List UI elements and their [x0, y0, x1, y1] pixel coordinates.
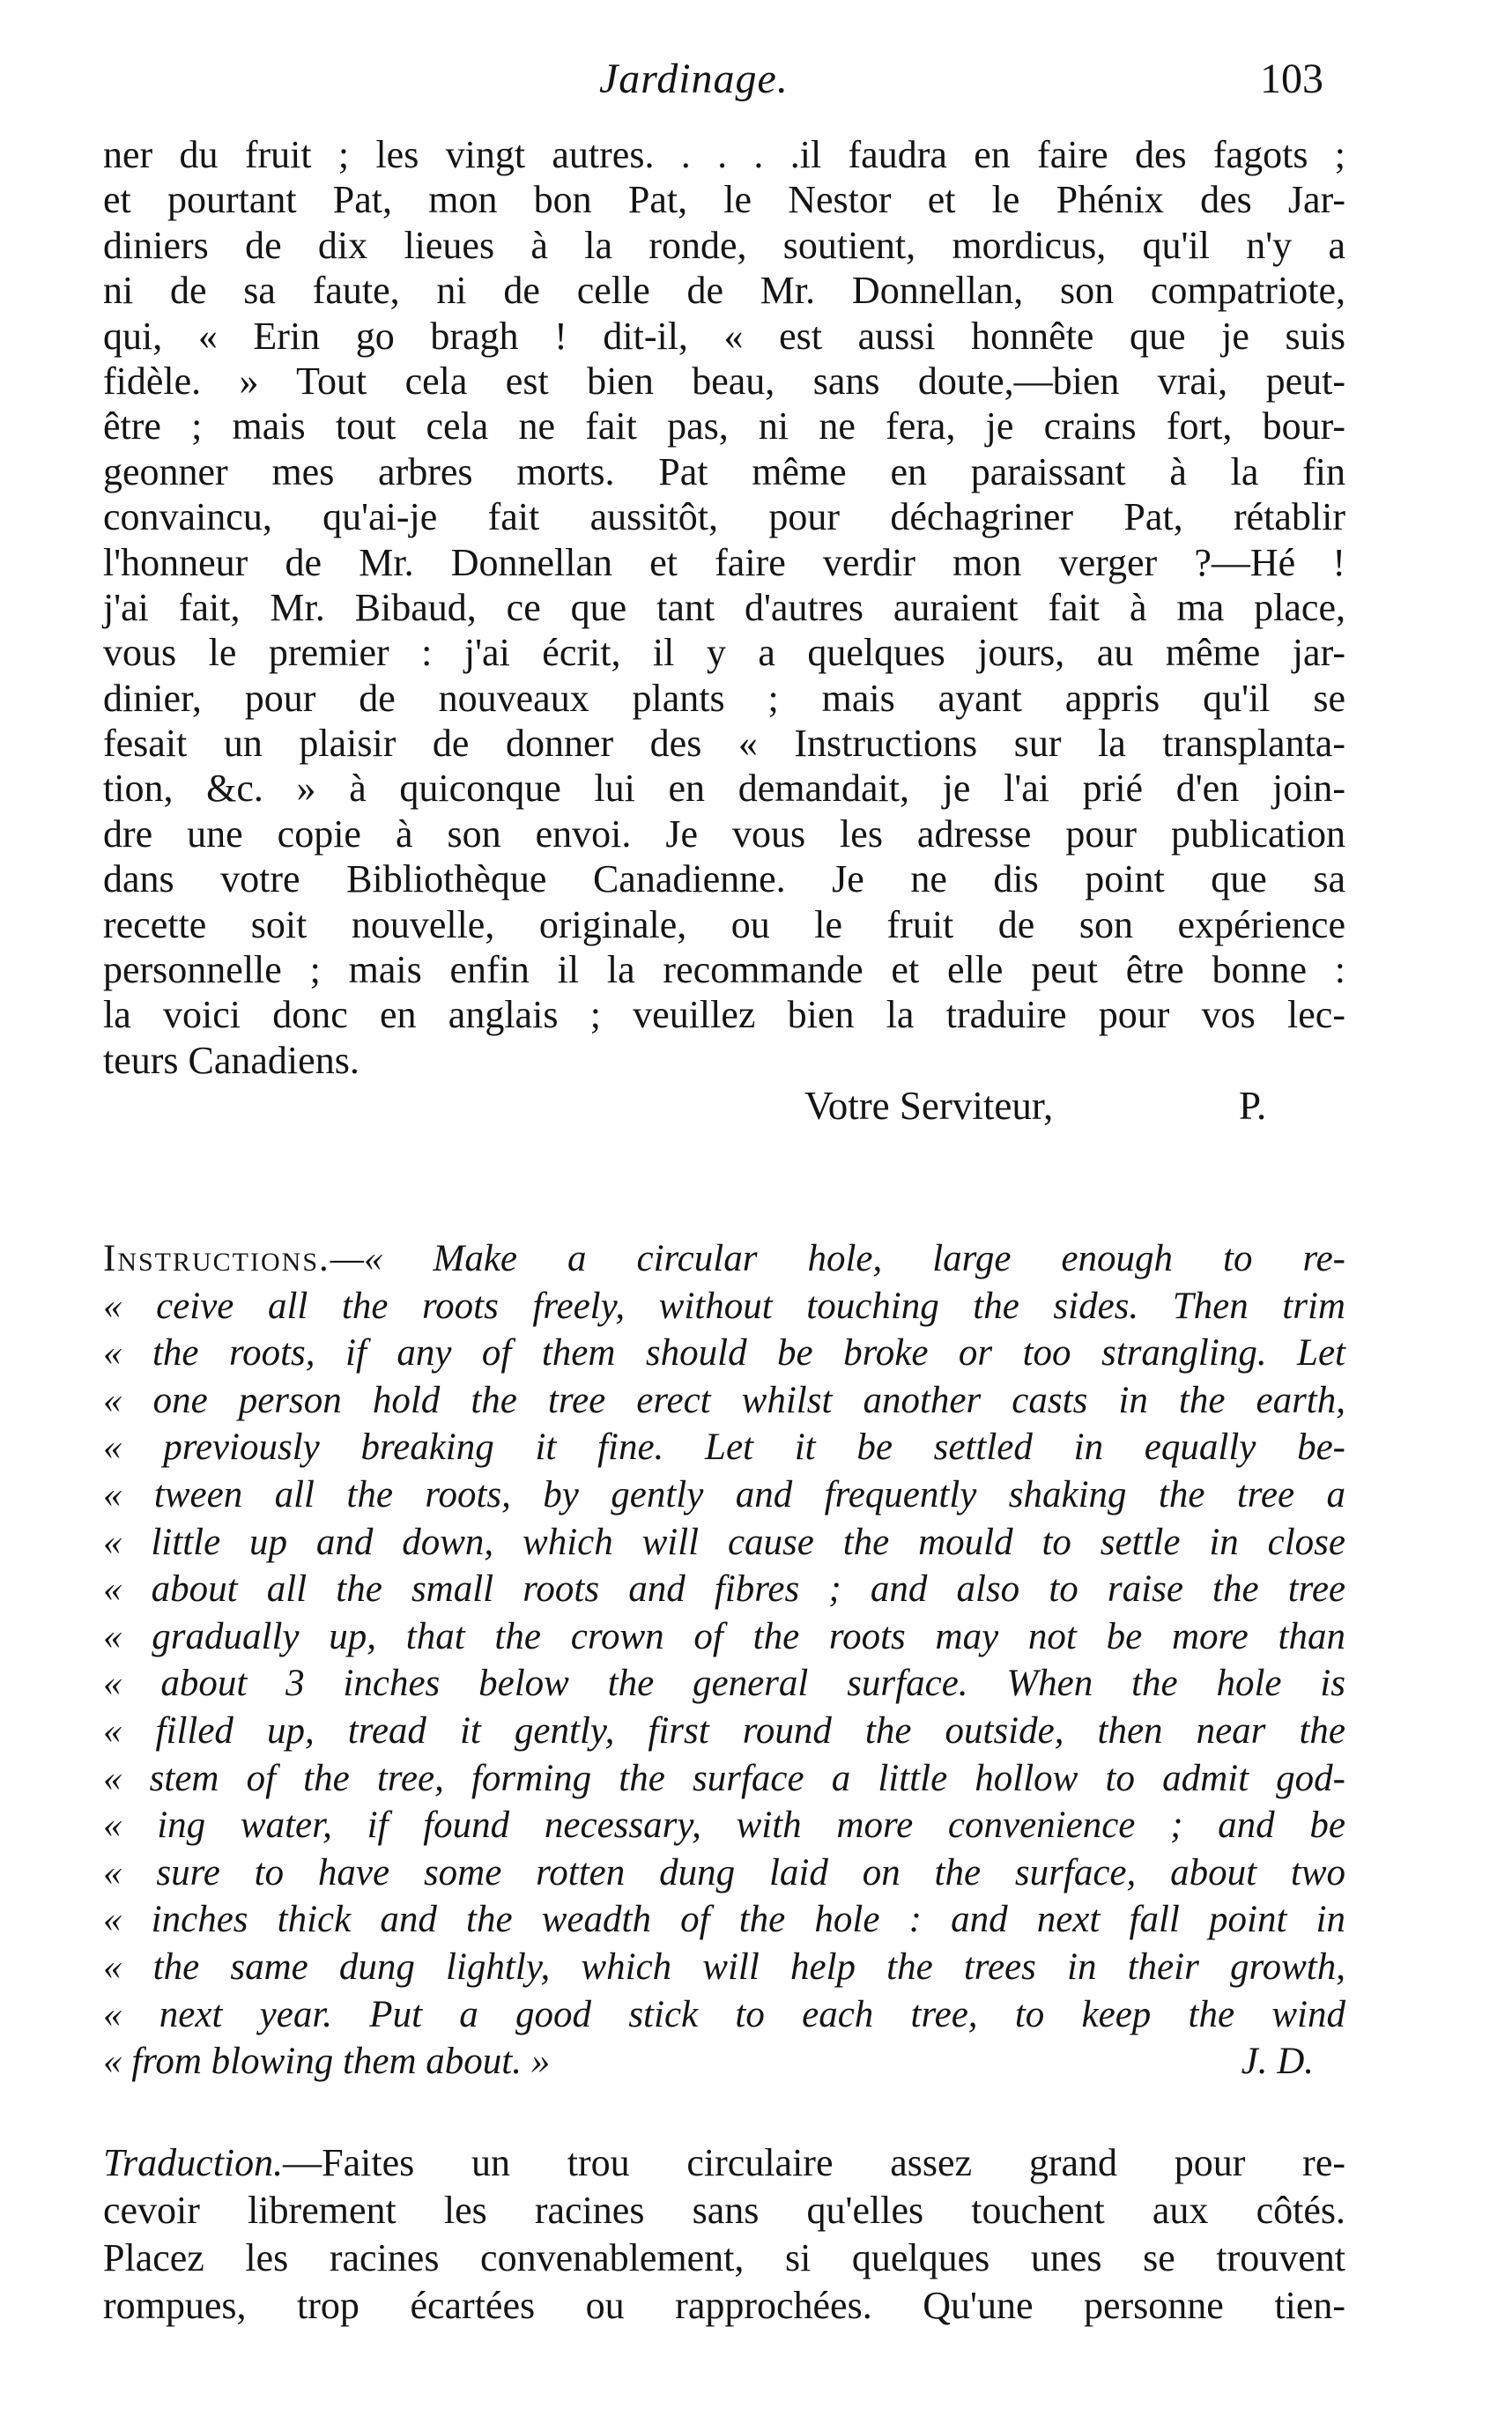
text-line: ner du fruit ; les vingt autres. . . . .il faudra en faire des fagots ; — [103, 133, 1345, 176]
page-number: 103 — [1260, 56, 1323, 102]
text-line: dre une copie à son envoi. Je vous les adresse pour publication — [103, 812, 1345, 856]
text-line: recette soit nouvelle, originale, ou le fruit de son expérience — [103, 902, 1345, 946]
author-initial: P. — [1239, 1084, 1267, 1129]
text-line: « sure to have some rotten dung laid on the surface, about two — [103, 1851, 1345, 1894]
text-line: et pourtant Pat, mon bon Pat, le Nestor et le Phénix des Jar- — [103, 178, 1345, 222]
text-line: qui, « Erin go bragh ! dit-il, « est aussi honnête que je suis — [103, 314, 1345, 358]
text-line: vous le premier : j'ai écrit, il y a quelques jours, au même jar- — [103, 631, 1345, 675]
text-line: j'ai fait, Mr. Bibaud, ce que tant d'autres auraient fait à ma place, — [103, 585, 1345, 629]
text-line: dans votre Bibliothèque Canadienne. Je ne dis point que sa — [103, 857, 1345, 901]
text-line: geonner mes arbres morts. Pat même en paraissant à la fin — [103, 449, 1345, 493]
text-line: être ; mais tout cela ne fait pas, ni ne fera, je crains fort, bour- — [103, 404, 1345, 448]
text-line: « little up and down, which will cause the mould to settle in close — [103, 1521, 1345, 1563]
text-line: fesait un plaisir de donner des « Instructions sur la transplanta- — [103, 722, 1345, 766]
text-line: « one person hold the tree erect whilst another casts in the earth, — [103, 1379, 1345, 1421]
text-line: « about 3 inches below the general surface. When the hole is — [103, 1663, 1345, 1705]
text-line: « gradually up, that the crown of the roots may not be more than — [103, 1615, 1345, 1657]
text-line: personnelle ; mais enfin il la recommande et elle peut être bonne : — [103, 948, 1345, 992]
text-line: diniers de dix lieues à la ronde, soutient, mordicus, qu'il n'y a — [103, 223, 1345, 267]
page-header — [0, 55, 1512, 107]
instructions-signature: J. D. — [1241, 2041, 1314, 2083]
text-line-body: « from blowing them about. » — [103, 2041, 551, 2083]
closing-salutation: Votre Serviteur, — [804, 1084, 1054, 1129]
running-title: Jardinage. — [599, 56, 789, 102]
text-line: « the roots, if any of them should be broke or too strangling. Let — [103, 1332, 1345, 1375]
instructions-quote — [103, 1235, 1345, 2086]
text-line: « inches thick and the weadth of the hole : and next fall point in — [103, 1899, 1345, 1941]
translation-heading: Traduction. — [103, 2141, 284, 2184]
text-line: l'honneur de Mr. Donnellan et faire verdir mon verger ?—Hé ! — [103, 540, 1345, 584]
text-line: rompues, trop écartées ou rapprochées. Qu'une personne tien- — [103, 2284, 1345, 2327]
letter-text — [103, 132, 1345, 1132]
text-line: « stem of the tree, forming the surface a little hollow to admit god- — [103, 1757, 1345, 1799]
text-line: fidèle. » Tout cela est bien beau, sans doute,—bien vrai, peut- — [103, 359, 1345, 403]
text-line — [103, 2038, 1345, 2086]
text-line: « ing water, if found necessary, with more convenience ; and be — [103, 1805, 1345, 1847]
text-line: « tween all the roots, by gently and frequently shaking the tree a — [103, 1473, 1345, 1516]
text-line: « the same dung lightly, which will help the trees in their growth, — [103, 1945, 1345, 1988]
text-line: dinier, pour de nouveaux plants ; mais ayant appris qu'il se — [103, 676, 1345, 720]
text-line: cevoir librement les racines sans qu'elles touchent aux côtés. — [103, 2189, 1345, 2232]
text-line: la voici donc en anglais ; veuillez bien la traduire pour vos lec- — [103, 993, 1345, 1037]
text-line-body: —« Make a circular hole, large enough to re- — [330, 1238, 1345, 1279]
text-line: tion, &c. » à quiconque lui en demandait, je l'ai prié d'en join- — [103, 767, 1345, 811]
text-line — [103, 2139, 1345, 2187]
translation-text — [103, 2139, 1345, 2330]
text-line: teurs Canadiens. — [103, 1038, 359, 1082]
instructions-heading: Instructions. — [103, 1238, 330, 1279]
text-line-body: —Faites un trou circulaire assez grand pour re- — [283, 2141, 1345, 2184]
text-line: « previously breaking it fine. Let it be settled in equally be- — [103, 1427, 1345, 1469]
text-line: ni de sa faute, ni de celle de Mr. Donnellan, son compatriote, — [103, 269, 1345, 313]
text-line — [103, 1235, 1345, 1283]
text-line: « about all the small roots and fibres ; and also to raise the tree — [103, 1568, 1345, 1611]
text-line: Placez les racines convenablement, si quelques unes se trouvent — [103, 2236, 1345, 2279]
text-line: « ceive all the roots freely, without touching the sides. Then trim — [103, 1285, 1345, 1327]
text-line: convaincu, qu'ai-je fait aussitôt, pour déchagriner Pat, rétablir — [103, 495, 1345, 539]
text-line: « filled up, tread it gently, first round the outside, then near the — [103, 1709, 1345, 1752]
letter-signature — [103, 1083, 1345, 1132]
text-line: « next year. Put a good stick to each tree, to keep the wind — [103, 1993, 1345, 2035]
